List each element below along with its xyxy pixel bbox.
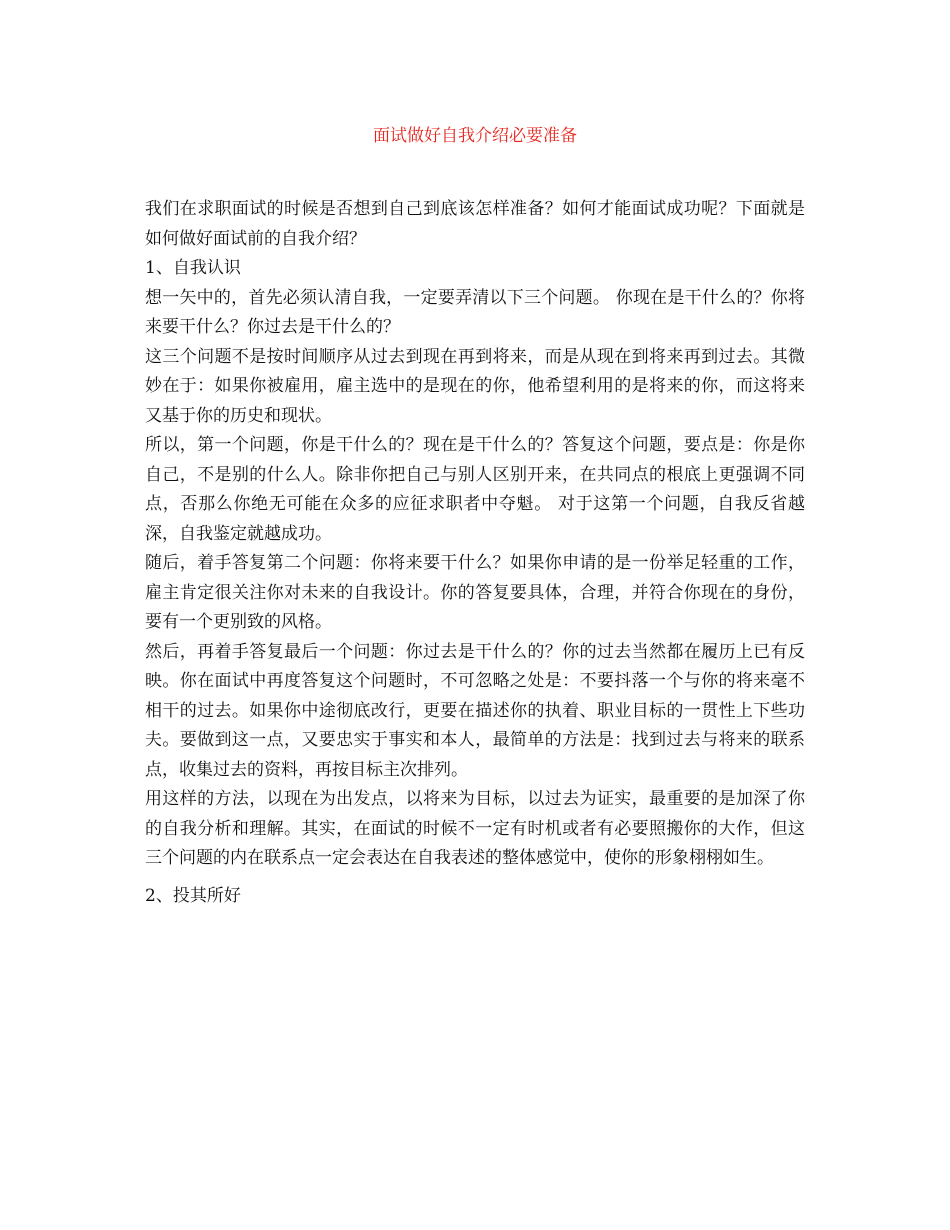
body-paragraph: 想一矢中的，首先必须认清自我，一定要弄清以下三个问题。 你现在是干什么的？你将来要干什么？你过去是干什么的？ <box>145 287 805 337</box>
body-paragraph: 用这样的方法，以现在为出发点，以将来为目标，以过去为证实，最重要的是加深了你的自我分析和理解。其实，在面试的时候不一定有时机或者有必要照搬你的大作，但这三个问题的内在联系点一定会表达在自我表述的整体感觉中，使你的形象栩栩如生。 <box>145 789 805 868</box>
section-heading-self-knowledge: 1、自我认识 <box>145 258 241 278</box>
intro-paragraph: 我们在求职面试的时候是否想到自己到底该怎样准备？如何才能面试成功呢？下面就是如何做好面试前的自我介绍？ <box>145 199 805 249</box>
body-paragraph: 所以，第一个问题，你是干什么的？现在是干什么的？答复这个问题，要点是：你是你自己，不是别的什么人。除非你把自己与别人区别开来，在共同点的根底上更强调不同点，否那么你绝无可能在众多的应征求职者中夺魁。 对于这第一个问题，自我反省越深，自我鉴定就越成功。 <box>145 435 805 544</box>
document-body <box>145 195 805 911</box>
body-paragraph: 这三个问题不是按时间顺序从过去到现在再到将来，而是从现在到将来再到过去。其微妙在于：如果你被雇用，雇主选中的是现在的你，他希望利用的是将来的你，而这将来又基于你的历史和现状。 <box>145 346 805 426</box>
body-paragraph: 随后，着手答复第二个问题：你将来要干什么？如果你申请的是一份举足轻重的工作，雇主肯定很关注你对未来的自我设计。你的答复要具体，合理，并符合你现在的身份，要有一个更别致的风格。 <box>145 553 805 632</box>
body-paragraph: 然后，再着手答复最后一个问题：你过去是干什么的？你的过去当然都在履历上已有反映。你在面试中再度答复这个问题时，不可忽略之处是：不要抖落一个与你的将来毫不相干的过去。如果你中途彻底改行，更要在描述你的执着、职业目标的一贯性上下些功夫。要做到这一点，又要忠实于事实和本人，最简单的方法是：找到过去与将来的联系点，收集过去的资料，再按目标主次排列。 <box>145 641 805 780</box>
document-title: 面试做好自我介绍必要准备 <box>373 126 577 146</box>
section-heading-cater: 2、投其所好 <box>145 885 241 906</box>
